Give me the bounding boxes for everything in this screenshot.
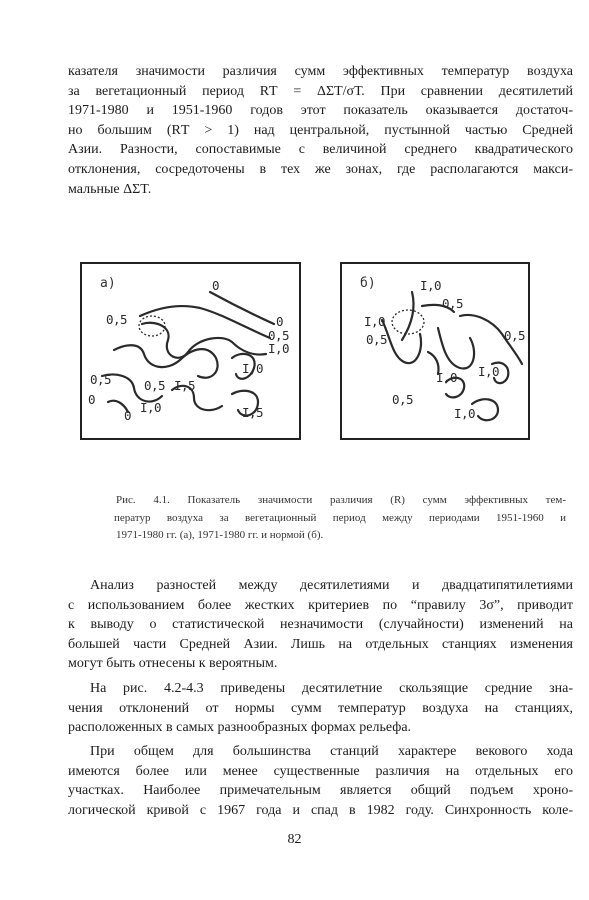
text-line: но большим (RТ > 1) над центральной, пустынной частью Средней bbox=[68, 122, 573, 138]
map-panel-b bbox=[340, 262, 530, 440]
isoline-label: 0,5 bbox=[504, 328, 526, 343]
caption-line: ператур воздуха за вегетационный период между периодами 1951-1960 и bbox=[114, 511, 566, 524]
text-line: большей части Средней Азии. Лишь на отдельных станциях изменения bbox=[68, 636, 573, 652]
text-line: за вегетационный период RТ = ΔΣT/σТ. При сравнении десятилетий bbox=[68, 83, 573, 99]
isoline-label: 0 bbox=[124, 408, 132, 423]
isoline-label: I,0 bbox=[454, 406, 476, 421]
map-panel-a bbox=[80, 262, 301, 440]
isoline-label: 0,5 bbox=[106, 312, 128, 327]
top-paragraph bbox=[68, 62, 573, 199]
caption-line: Рис. 4.1. Показатель значимости различия (R) сумм эффективных тем- bbox=[116, 494, 566, 506]
isoline-label: I,0 bbox=[436, 370, 458, 385]
body-paragraph bbox=[68, 679, 573, 738]
text-line: казателя значимости различия сумм эффективных температур воздуха bbox=[68, 64, 573, 79]
text-line: мальные ΔΣT. bbox=[68, 181, 152, 197]
isoline-label: I,5 bbox=[174, 378, 196, 393]
page-number: 82 bbox=[287, 832, 302, 847]
isoline-label: 0 bbox=[276, 314, 284, 329]
isoline-label: I,5 bbox=[242, 405, 264, 420]
text-line: участках. Наиболее примечательным является общий подъем хроно- bbox=[68, 783, 573, 799]
isoline-label: 0 bbox=[88, 392, 96, 407]
isoline-label: I,0 bbox=[364, 314, 386, 329]
isoline-label: 0,5 bbox=[392, 392, 414, 407]
isoline-label: I,0 bbox=[478, 364, 500, 379]
isoline-label: 0,5 bbox=[90, 372, 112, 387]
text-line: логической кривой с 1967 года и спад в 1982 году. Синхронность коле- bbox=[68, 802, 573, 818]
isoline-label: 0,5 bbox=[144, 378, 166, 393]
isoline-label: 0 bbox=[212, 278, 220, 293]
text-line: При общем для большинства станций характере векового хода bbox=[90, 744, 573, 759]
isoline-label: I,0 bbox=[140, 400, 162, 415]
text-line: 1971-1980 и 1951-1960 годов этот показатель оказывается достаточ- bbox=[68, 103, 573, 119]
figure-4-1 bbox=[80, 262, 540, 447]
isoline-label: 0,5 bbox=[442, 296, 464, 311]
isoline-label: I,0 bbox=[268, 341, 290, 356]
text-line: отклонения, сосредоточены в тех же зонах, где располагаются макси- bbox=[68, 161, 573, 177]
text-line: расположенных в самых разнообразных формах рельефа. bbox=[68, 720, 412, 736]
text-line: На рис. 4.2-4.3 приведены десятилетние скользящие средние зна- bbox=[90, 681, 573, 696]
text-line: могут быть отнесены к вероятным. bbox=[68, 656, 278, 672]
text-line: Азии. Разности, сопоставимые с величиной среднего квадратического bbox=[68, 142, 573, 158]
isoline-label: 0,5 bbox=[366, 332, 388, 347]
body-paragraph bbox=[68, 576, 573, 674]
figure-caption bbox=[116, 492, 566, 545]
isoline-label: 0,5 bbox=[268, 328, 290, 343]
isoline-label: I,0 bbox=[420, 278, 442, 293]
text-line: к выводу о статистической незначимости (случайности) изменений на bbox=[68, 617, 573, 633]
panel-label-a: а) bbox=[100, 276, 116, 291]
text-line: чения отклонений от нормы сумм температур воздуха на станциях, bbox=[68, 700, 573, 716]
caption-line: 1971-1980 гг. (а), 1971-1980 гг. и нормой (б). bbox=[116, 529, 324, 541]
text-line: имеются более или менее существенные различия на отдельных его bbox=[68, 763, 573, 779]
panel-label-b: б) bbox=[360, 276, 376, 291]
body-paragraph bbox=[68, 742, 573, 820]
text-line: Анализ разностей между десятилетиями и двадцатипятилетиями bbox=[90, 578, 573, 593]
isoline-label: I,0 bbox=[242, 361, 264, 376]
text-line: с использованием более жестких критериев по “правилу 3σ”, приводит bbox=[68, 597, 573, 613]
